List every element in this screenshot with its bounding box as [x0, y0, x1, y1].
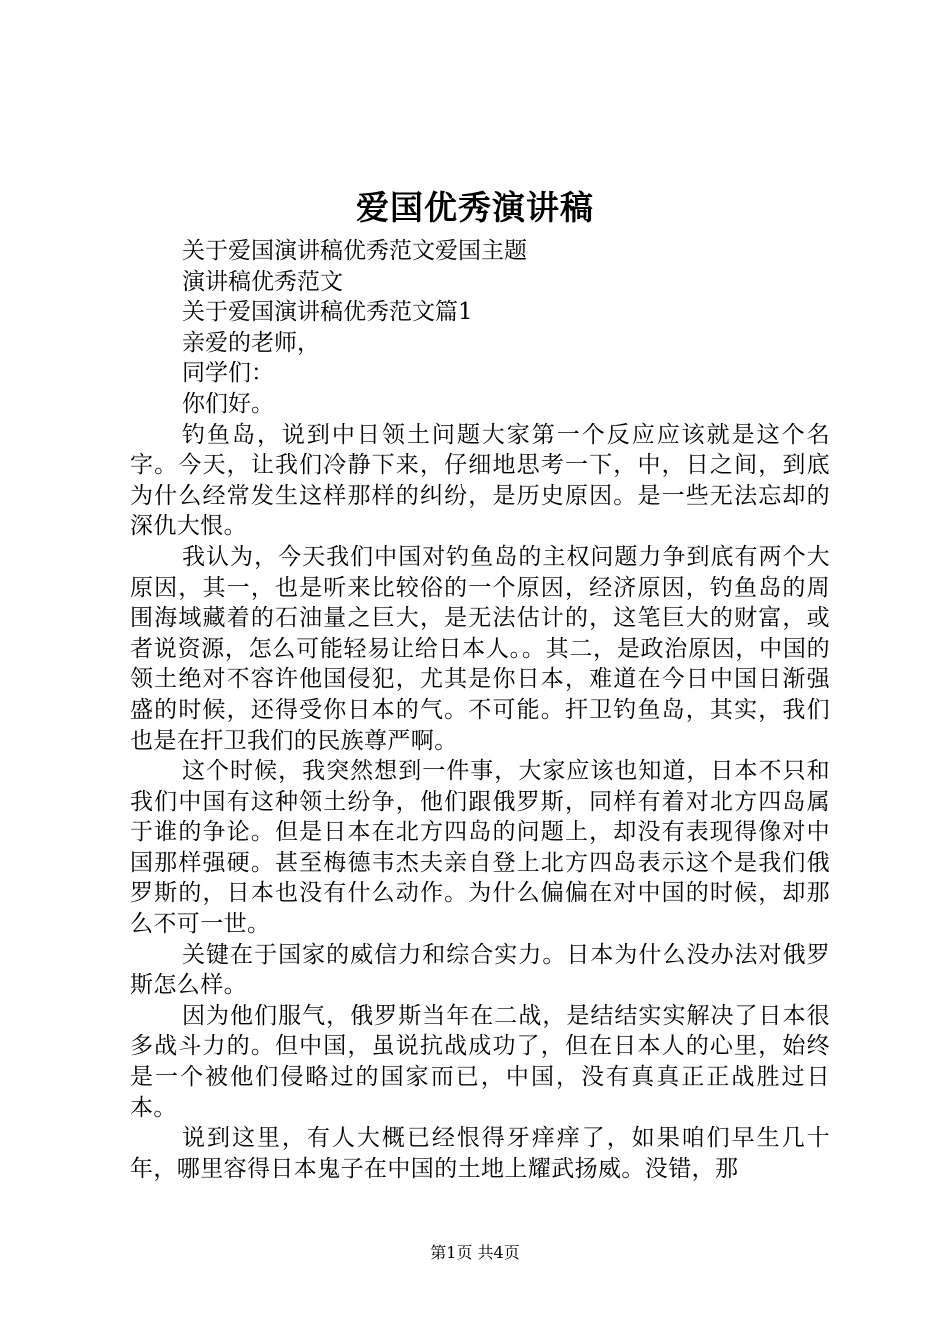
paragraph: 说到这里，有人大概已经恨得牙痒痒了，如果咱们早生几十年，哪里容得日本鬼子在中国的土地上耀武扬威。没错，那: [130, 1125, 830, 1182]
salutation-line: 同学们：: [182, 360, 274, 387]
document-title: 爱国优秀演讲稿: [356, 188, 594, 227]
paragraph: 钓鱼岛，说到中日领土问题大家第一个反应应该就是这个名字。今天，让我们冷静下来，仔细地思考一下，中，日之间，到底为什么经常发生这样那样的纠纷，是历史原因。是一些无法忘却的深仇大恨。: [130, 421, 830, 540]
greeting-line: 你们好。: [182, 390, 274, 417]
paragraph: 因为他们服气，俄罗斯当年在二战，是结结实实解决了日本很多战斗力的。但中国，虽说抗战成功了，但在日本人的心里，始终是一个被他们侵略过的国家而已，中国，没有真真正正战胜过日本。: [130, 1002, 830, 1121]
paragraph: 这个时候，我突然想到一件事，大家应该也知道，日本不只和我们中国有这种领土纷争，他们跟俄罗斯，同样有着对北方四岛属于谁的争论。但是日本在北方四岛的问题上，却没有表现得像对中国那样强硬。甚至梅德韦杰夫亲自登上北方四岛表示这个是我们俄罗斯的，日本也没有什么动作。为什么偏偏在对中国的时候，却那么不可一世。: [130, 758, 830, 938]
document-body: [130, 236, 830, 1184]
paragraph: 关键在于国家的威信力和综合实力。日本为什么没办法对俄罗斯怎么样。: [130, 941, 830, 999]
header-line: 关于爱国演讲稿优秀范文篇1: [182, 299, 473, 326]
salutation-line: 亲爱的老师，: [182, 329, 320, 356]
paragraph: 我认为，今天我们中国对钓鱼岛的主权问题力争到底有两个大原因，其一，也是听来比较俗的一个原因，经济原因，钓鱼岛的周围海域藏着的石油量之巨大，是无法估计的，这笔巨大的财富，或者说资源，怎么可能轻易让给日本人。。其二，是政治原因，中国的领土绝对不容许他国侵犯，尤其是你日本，难道在今日中国日渐强盛的时候，还得受你日本的气。不可能。扞卫钓鱼岛，其实，我们也是在扞卫我们的民族尊严啊。: [130, 543, 830, 754]
page-footer: 第1页 共4页: [430, 1243, 520, 1262]
header-line: 演讲稿优秀范文: [182, 268, 343, 295]
header-line: 关于爱国演讲稿优秀范文爱国主题: [182, 238, 527, 264]
